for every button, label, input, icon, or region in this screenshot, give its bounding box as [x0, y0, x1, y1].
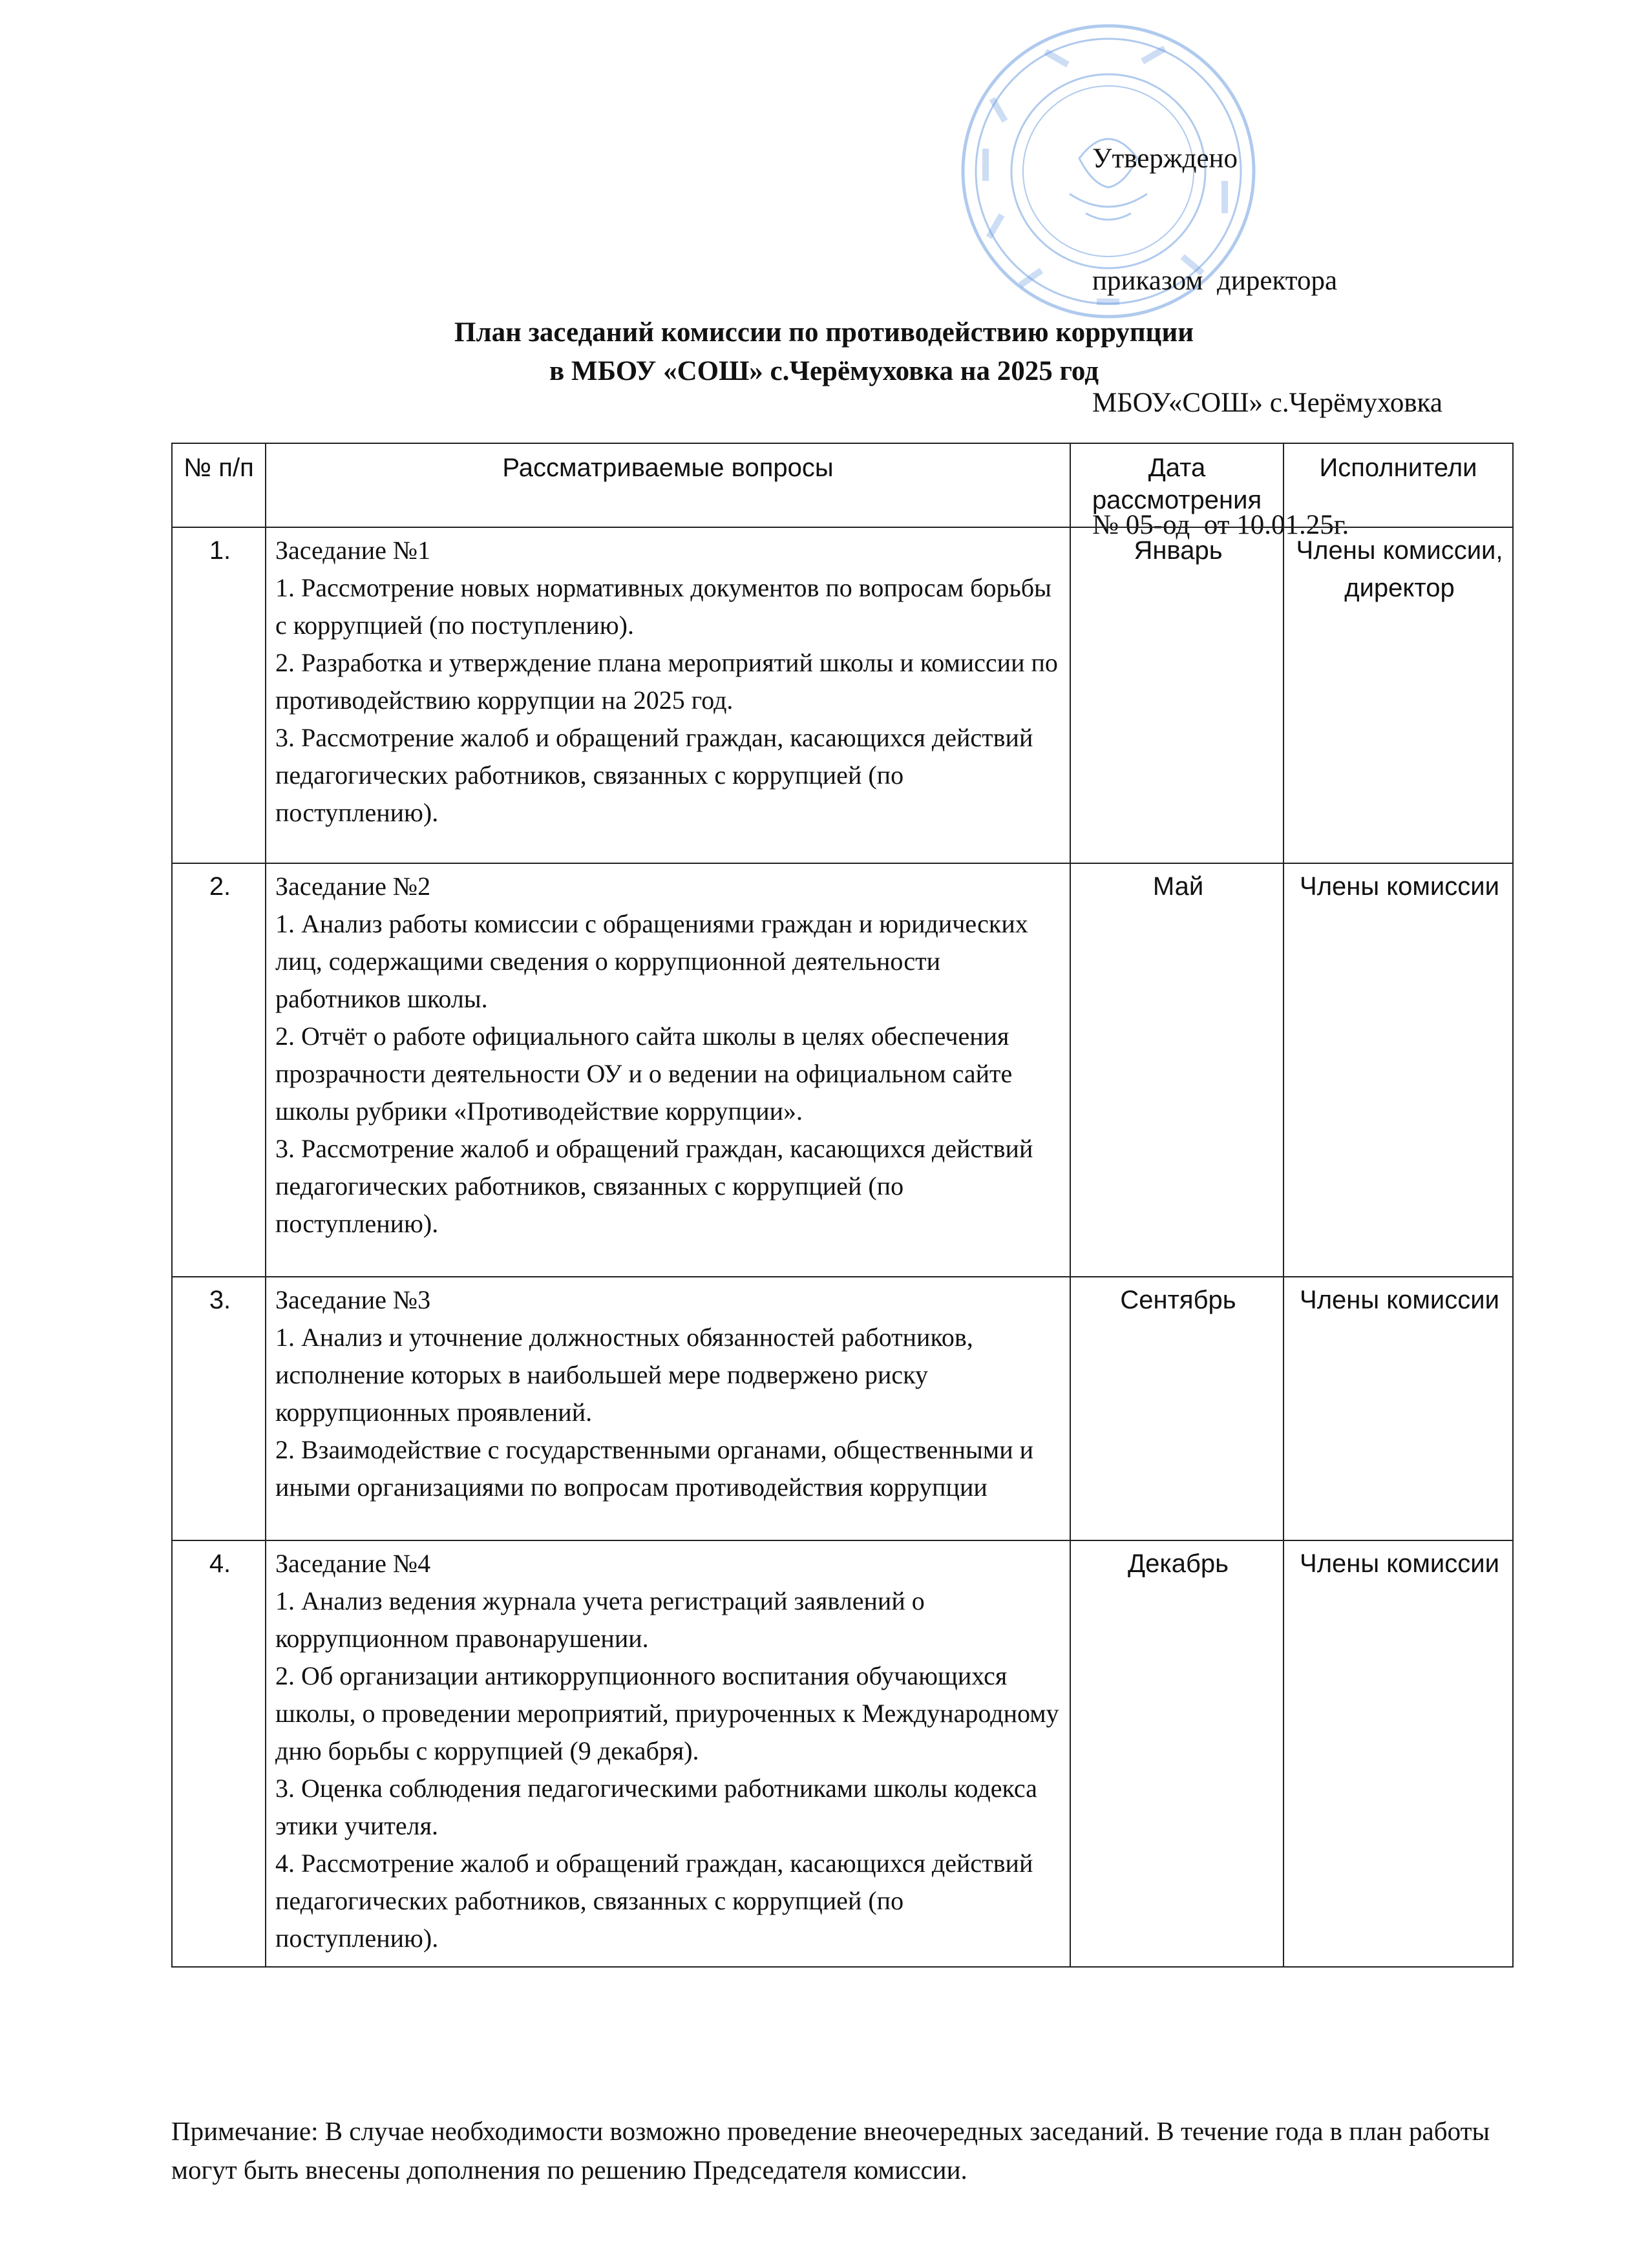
- approval-line-1: Утверждено: [1092, 143, 1238, 174]
- row-date: Январь: [1070, 527, 1284, 863]
- table-body: [172, 527, 1513, 1967]
- agenda-item: 1. Анализ ведения журнала учета регистраций заявлений о коррупционном правонарушении.: [275, 1586, 925, 1653]
- row-number: 2.: [172, 863, 266, 1277]
- header-date: Дата рассмотрения: [1070, 443, 1284, 527]
- meeting-title: Заседание №2: [275, 872, 431, 901]
- title-line-2: в МБОУ «СОШ» с.Черёмуховка на 2025 год: [549, 356, 1099, 386]
- row-date: Сентябрь: [1070, 1277, 1284, 1540]
- agenda-item: 1. Анализ работы комиссии с обращениями граждан и юридических лиц, содержащими сведения о коррупционной деятельности работников школы.: [275, 909, 1028, 1013]
- row-performers: Члены комиссии: [1284, 863, 1513, 1277]
- footnote: Примечание: В случае необходимости возможно проведение внеочередных заседаний. В течение года в план работы могут быть внесены дополнения по решению Председателя комиссии.: [171, 2116, 1490, 2185]
- agenda-item: 2. Об организации антикоррупционного воспитания обучающихся школы, о проведении мероприятий, приуроченных к Международному дню борьбы с коррупцией (9 декабря).: [275, 1661, 1059, 1765]
- row-number: 4.: [172, 1540, 266, 1967]
- agenda-item: 2. Отчёт о работе официального сайта школы в целях обеспечения прозрачности деятельности ОУ и о ведении на официальном сайте школы рубрики «Противодействие коррупции».: [275, 1022, 1013, 1126]
- approval-line-3: МБОУ«СОШ» с.Черёмуховка: [1092, 388, 1442, 418]
- header-performers: Исполнители: [1284, 443, 1513, 527]
- table-header-row: [172, 443, 1513, 527]
- agenda-item: 4. Рассмотрение жалоб и обращений граждан, касающихся действий педагогических работников, связанных с коррупцией (по поступлению).: [275, 1849, 1033, 1953]
- row-date: Май: [1070, 863, 1284, 1277]
- meetings-plan-table: [171, 443, 1514, 1968]
- meeting-title: Заседание №4: [275, 1549, 431, 1578]
- row-number: 3.: [172, 1277, 266, 1540]
- agenda-item: 2. Взаимодействие с государственными органами, общественными и иными организациями по вопросам противодействия коррупции: [275, 1435, 1034, 1502]
- row-performers: Члены комиссии: [1284, 1540, 1513, 1967]
- row-questions: [266, 1277, 1070, 1540]
- table-row: [172, 1277, 1513, 1540]
- agenda-item: 2. Разработка и утверждение плана мероприятий школы и комиссии по противодействию коррупции на 2025 год.: [275, 648, 1058, 715]
- meeting-title: Заседание №3: [275, 1285, 431, 1314]
- row-date: Декабрь: [1070, 1540, 1284, 1967]
- approval-line-2: приказом директора: [1092, 266, 1338, 296]
- table-row: [172, 863, 1513, 1277]
- row-number: 1.: [172, 527, 266, 863]
- title-line-1: План заседаний комиссии по противодействию коррупции: [454, 317, 1194, 348]
- row-performers: Члены комиссии, директор: [1284, 527, 1513, 863]
- agenda-item: 1. Рассмотрение новых нормативных документов по вопросам борьбы с коррупцией (по поступлению).: [275, 573, 1051, 640]
- agenda-item: 3. Рассмотрение жалоб и обращений граждан, касающихся действий педагогических работников, связанных с коррупцией (по поступлению).: [275, 1134, 1033, 1238]
- table-row: [172, 1540, 1513, 1967]
- meeting-title: Заседание №1: [275, 536, 431, 565]
- row-questions: [266, 863, 1070, 1277]
- agenda-item: 3. Оценка соблюдения педагогическими работниками школы кодекса этики учителя.: [275, 1774, 1037, 1840]
- approval-line-4: № 05-од от 10.01.25г.: [1092, 510, 1349, 540]
- header-num: № п/п: [172, 443, 266, 527]
- agenda-item: 3. Рассмотрение жалоб и обращений граждан, касающихся действий педагогических работников, связанных с коррупцией (по поступлению).: [275, 723, 1033, 827]
- row-questions: [266, 527, 1070, 863]
- header-questions: Рассматриваемые вопросы: [266, 443, 1070, 527]
- row-questions: [266, 1540, 1070, 1967]
- document-title: [0, 313, 1648, 391]
- table-row: [172, 527, 1513, 863]
- row-performers: Члены комиссии: [1284, 1277, 1513, 1540]
- agenda-item: 1. Анализ и уточнение должностных обязанностей работников, исполнение которых в наибольшей мере подвержено риску коррупционных проявлений.: [275, 1323, 973, 1427]
